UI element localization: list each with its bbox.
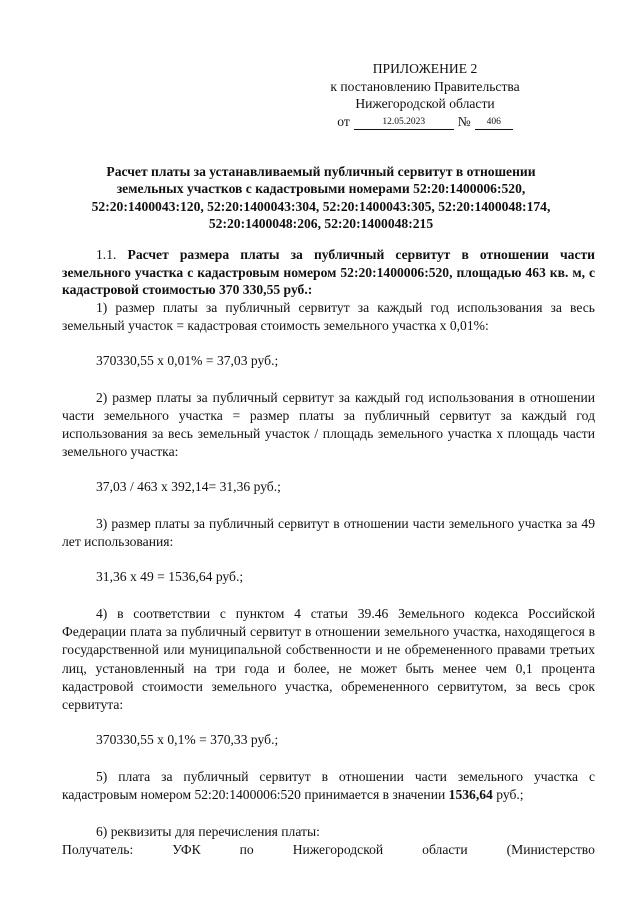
formula-4: 370330,55 х 0,1% = 370,33 руб.; — [96, 731, 279, 747]
decree-number: 406 — [475, 116, 513, 130]
decree-date: 12.05.2023 — [354, 116, 454, 130]
title-line-3: 52:20:1400043:120, 52:20:1400043:304, 52:20:1400043:305, 52:20:1400048:174, — [91, 198, 551, 214]
recipient-word: (Министерство — [506, 842, 595, 858]
recipient-line — [62, 841, 595, 859]
formula-1: 370330,55 х 0,01% = 37,03 руб.; — [96, 352, 279, 368]
recipient-word: Нижегородской — [292, 842, 384, 858]
number-label: № — [457, 113, 471, 129]
title-line-2: земельных участков с кадастровыми номерами 52:20:1400006:520, — [116, 181, 526, 197]
appendix-line-1: к постановлению Правительства — [330, 78, 520, 94]
appendix-line-2: Нижегородской области — [355, 96, 495, 111]
final-fee-value: 1536,64 — [448, 786, 493, 802]
paragraph-2: 2) размер платы за публичный сервитут за каждый год использования в отношении части земельного участка = размер платы за публичный сервитут за каждый год использования за весь земельный участок / площадь земельного участка х площадь части земельного участка: — [62, 389, 595, 459]
section-heading-text: Расчет размера платы за публичный сервитут в отношении части земельного участка с кадастровым номером 52:20:1400006:520, площадью 463 кв. м, с кадастровой стоимостью 370 330,55 руб.: — [62, 247, 595, 297]
formula-3: 31,36 х 49 = 1536,64 руб.; — [96, 569, 244, 585]
paragraph-1: 1) размер платы за публичный сервитут за каждый год использования за весь земельный участок = кадастровая стоимость земельного участка х 0,01%: — [62, 299, 595, 333]
paragraph-3: 3) размер платы за публичный сервитут в отношении части земельного участка за 49 лет использования: — [62, 516, 595, 550]
section-heading — [62, 246, 595, 299]
recipient-word: области — [422, 842, 468, 858]
appendix-date-number-line — [300, 113, 550, 131]
from-label: от — [337, 113, 350, 129]
paragraph-4: 4) в соответствии с пунктом 4 статьи 39.46 Земельного кодекса Российской Федерации плата за публичный сервитут в отношении земельного участка, находящегося в государственной или муниципальной собственности и не обремененного правами третьих лиц, установленный на три года и более, не может быть менее чем 0,1 процента кадастровой стоимости земельного участка, обремененного сервитутом, за весь срок сервитута: — [62, 606, 595, 712]
document-title — [62, 163, 580, 233]
paragraph-5 — [62, 768, 595, 804]
appendix-title: ПРИЛОЖЕНИЕ 2 — [372, 61, 478, 76]
title-line-4: 52:20:1400048:206, 52:20:1400048:215 — [208, 216, 434, 232]
recipient-word: по — [239, 842, 254, 858]
title-line-1: Расчет платы за устанавливаемый публичный сервитут в отношении — [106, 164, 536, 179]
appendix-header — [300, 60, 550, 130]
recipient-word: Получатель: — [62, 842, 134, 858]
formula-2: 37,03 / 463 х 392,14= 31,36 руб.; — [96, 479, 281, 495]
section-number: 1.1. — [96, 247, 117, 262]
calculation-section — [62, 246, 595, 859]
paragraph-6: 6) реквизиты для перечисления платы: — [96, 824, 320, 839]
paragraph-5-unit: руб.; — [492, 786, 524, 802]
paragraph-5-text: 5) плата за публичный сервитут в отношении части земельного участка с кадастровым номером 52:20:1400006:520 принимается в значении — [62, 768, 595, 802]
recipient-word: УФК — [172, 842, 201, 858]
